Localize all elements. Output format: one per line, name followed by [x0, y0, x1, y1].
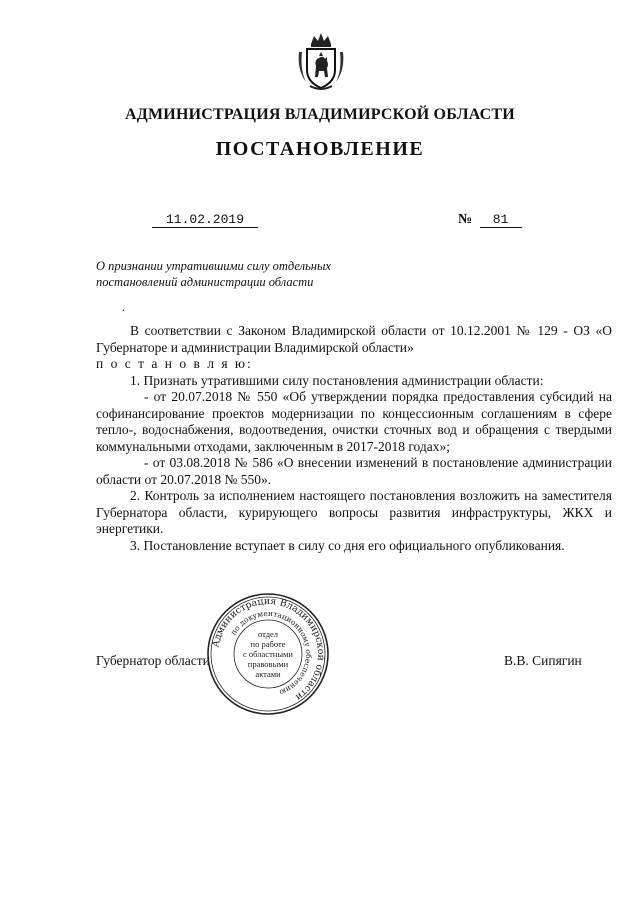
- stamp-center: [206, 592, 330, 716]
- subject-line-2: постановлений администрации области: [96, 274, 314, 289]
- signer-name: В.В. Сипягин: [504, 653, 582, 668]
- document-number: 81: [480, 212, 522, 228]
- coat-of-arms: [296, 30, 346, 92]
- intro-paragraph: В соответствии с Законом Владимирской области от 10.12.2001 № 129 - ОЗ «О Губернаторе и администрации Владимирской области»: [96, 323, 612, 355]
- stray-mark: .: [122, 300, 125, 314]
- document-date: 11.02.2019: [152, 212, 258, 228]
- stamp-ring-text-inner: по документационному обеспечению: [228, 608, 314, 698]
- paragraph-1: 1. Признать утратившими силу постановления администрации области:: [130, 372, 544, 388]
- decree-word: п о с т а н о в л я ю:: [96, 356, 253, 371]
- subject-line-1: О признании утратившими силу отдельных: [96, 259, 331, 273]
- paragraph-1a: - от 20.07.2018 № 550 «Об утверждении порядка предоставления субсидий на софинансирование проектов модернизации по концессионным соглашениям в сфере тепло-, водоснабжения, водоотведения, очистки сточных вод и обращения с твердыми коммунальными отходами, заключенным в 2017-2018 годах»;: [96, 389, 612, 454]
- document-type-title: ПОСТАНОВЛЕНИЕ: [215, 138, 425, 160]
- paragraph-3: 3. Постановление вступает в силу со дня его официального опубликования.: [130, 537, 565, 553]
- stamp-center-line: правовыми: [247, 659, 289, 669]
- stamp-center-line: актами: [255, 669, 281, 679]
- document-number-block: [458, 212, 522, 228]
- organization-title: АДМИНИСТРАЦИЯ ВЛАДИМИРСКОЙ ОБЛАСТИ: [125, 106, 515, 123]
- coat-of-arms-icon: [296, 30, 346, 92]
- stamp-center-line: по работе: [250, 639, 286, 649]
- paragraph-2: 2. Контроль за исполнением настоящего постановления возложить на заместителя Губернатора области, курирующего вопросы развития инфраструктуры, ЖКХ и энергетики.: [96, 488, 612, 536]
- document-subject: [96, 259, 356, 290]
- signer-title: Губернатор области: [96, 653, 210, 668]
- stamp-center-line: отдел: [257, 629, 279, 639]
- stamp-ring-text: Администрация Владимирской области: [210, 595, 327, 703]
- stamp-center-line: с областными: [243, 649, 293, 659]
- document-body: [96, 323, 612, 554]
- paragraph-1b: - от 03.08.2018 № 586 «О внесении изменений в постановление администрации области от 20.07.2018 № 550».: [96, 455, 612, 487]
- number-label: №: [458, 212, 473, 227]
